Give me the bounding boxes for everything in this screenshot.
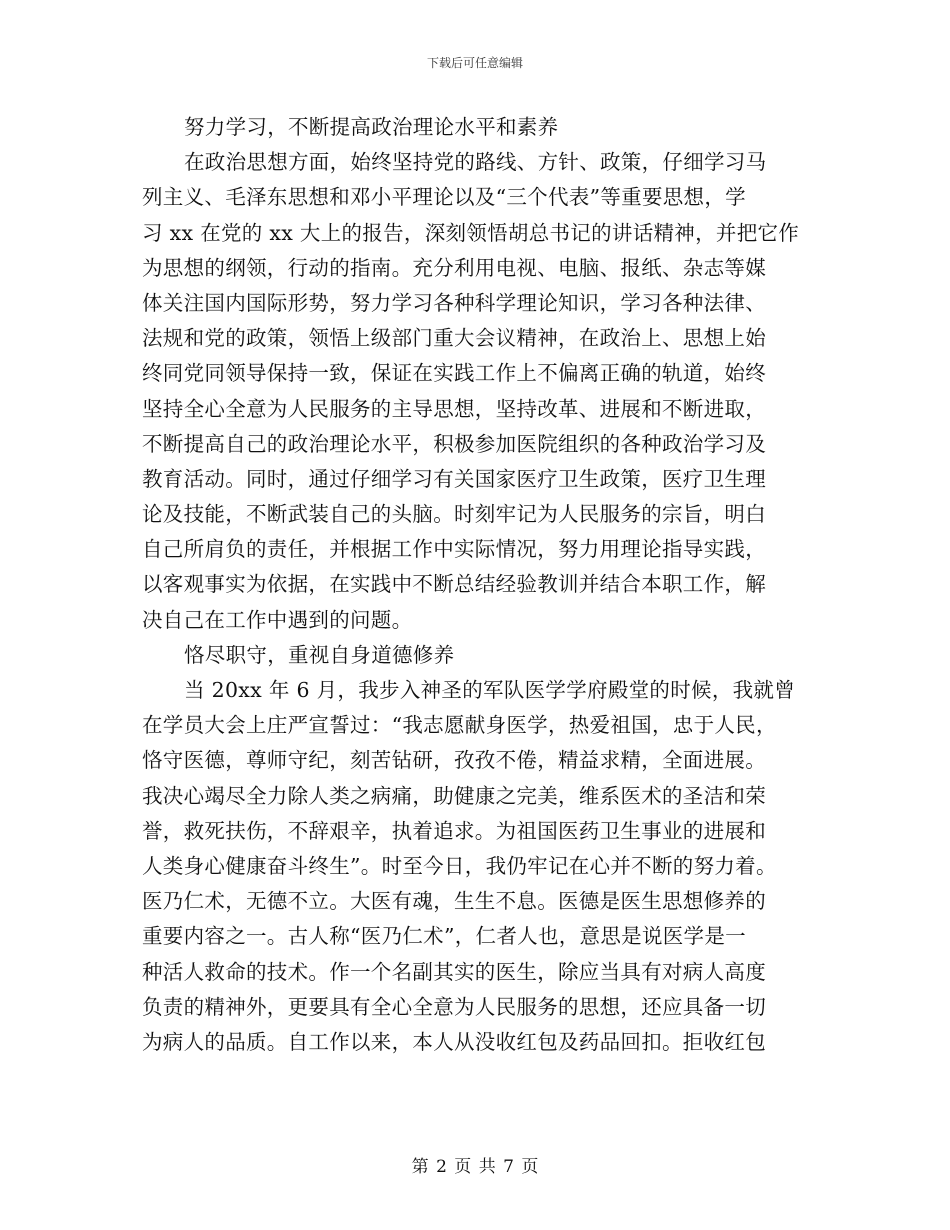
- paragraph-line: 自己所肩负的责任，并根据工作中实际情况，努力用理论指导实践，: [142, 537, 766, 562]
- section-heading: 努力学习，不断提高政治理论水平和素养: [184, 115, 559, 139]
- paragraph-line: 人类身心健康奋斗终生”。时至今日，我仍牢记在心并不断的努力着。: [142, 853, 777, 878]
- paragraph-line: 在学员大会上庄严宣誓过：“我志愿献身医学，热爱祖国，忠于人民，: [142, 713, 777, 738]
- document-body: [142, 110, 812, 1060]
- paragraph-line: 在政治思想方面，始终坚持党的路线、方针、政策，仔细学习马: [184, 150, 767, 175]
- page-number: 第 2 页 共 7 页: [411, 1157, 539, 1177]
- paragraph-line: 我决心竭尽全力除人类之病痛，助健康之完美，维系医术的圣洁和荣: [142, 783, 766, 808]
- paragraph-line: 论及技能，不断武装自己的头脑。时刻牢记为人民服务的宗旨，明白: [142, 502, 766, 527]
- paragraph-line: 医乃仁术，无德不立。大医有魂，生生不息。医德是医生思想修养的: [142, 889, 766, 914]
- paragraph-line: 教育活动。同时，通过仔细学习有关国家医疗卫生政策，医疗卫生理: [142, 466, 766, 491]
- paragraph-line: 习 xx 在党的 xx 大上的报告，深刻领悟胡总书记的讲话精神，并把它作: [142, 220, 800, 245]
- paragraph-line: 以客观事实为依据，在实践中不断总结经验教训并结合本职工作，解: [142, 572, 766, 597]
- paragraph-line: 恪守医德，尊师守纪，刻苦钻研，孜孜不倦，精益求精，全面进展。: [142, 748, 766, 773]
- paragraph-line: 终同党同领导保持一致，保证在实践工作上不偏离正确的轨道，始终: [142, 361, 766, 386]
- paragraph-line: 法规和党的政策，领悟上级部门重大会议精神，在政治上、思想上始: [142, 326, 766, 351]
- paragraph-line: 为病人的品质。自工作以来，本人从没收红包及药品回扣。拒收红包: [142, 1029, 766, 1054]
- paragraph-line: 列主义、毛泽东思想和邓小平理论以及“三个代表”等重要思想，学: [142, 185, 746, 210]
- paragraph-line: 不断提高自己的政治理论水平，积极参加医院组织的各种政治学习及: [142, 431, 766, 456]
- paragraph-line: 负责的精神外，更要具有全心全意为人民服务的思想，还应具备一切: [142, 994, 766, 1019]
- paragraph-line: 重要内容之一。古人称“医乃仁术”，仁者人也，意思是说医学是一: [142, 924, 746, 949]
- paragraph-line: 为思想的纲领，行动的指南。充分利用电视、电脑、报纸、杂志等媒: [142, 255, 766, 280]
- paragraph-line: 坚持全心全意为人民服务的主导思想，坚持改革、进展和不断进取，: [142, 396, 766, 421]
- paragraph-line: 体关注国内国际形势，努力学习各种科学理论知识，学习各种法律、: [142, 290, 766, 315]
- section-heading: 恪尽职守，重视自身道德修养: [184, 642, 455, 667]
- paragraph-line: 决自己在工作中遇到的问题。: [142, 607, 413, 632]
- header-note: 下载后可任意编辑: [426, 56, 523, 70]
- paragraph-line: 誉，救死扶伤，不辞艰辛，执着追求。为祖国医药卫生事业的进展和: [142, 818, 766, 843]
- paragraph-line: 当 20xx 年 6 月，我步入神圣的军队医学学府殿堂的时候，我就曾: [184, 678, 796, 702]
- paragraph-line: 种活人救命的技术。作一个名副其实的医生，除应当具有对病人高度: [142, 959, 766, 984]
